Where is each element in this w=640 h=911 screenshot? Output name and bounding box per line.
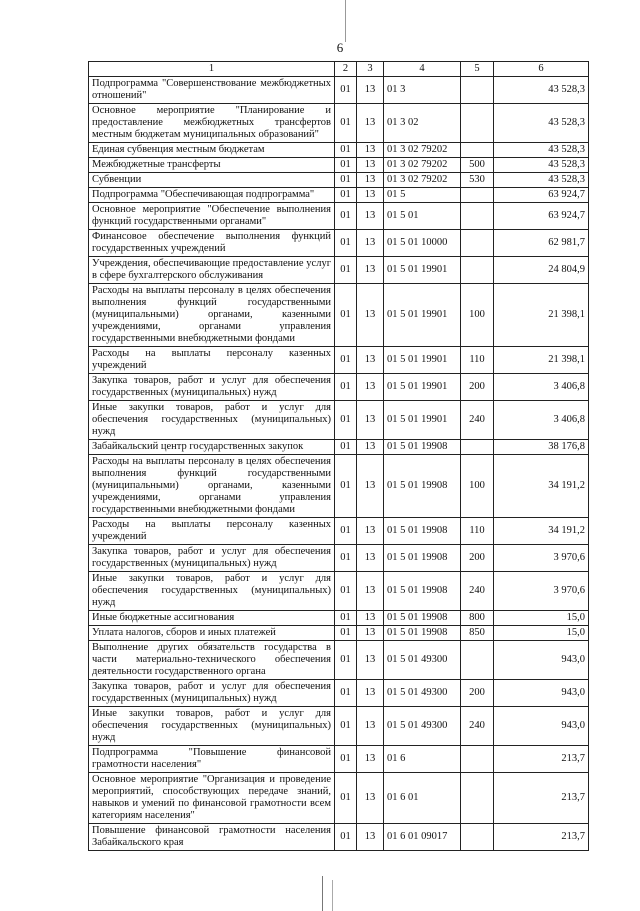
row-target-article-cell: 01 5 <box>384 188 461 203</box>
row-name-cell: Забайкальский центр государственных закупок <box>89 440 335 455</box>
row-section-cell: 01 <box>335 611 357 626</box>
row-subsection-cell: 13 <box>357 77 384 104</box>
row-target-article-cell: 01 5 01 19908 <box>384 626 461 641</box>
row-target-article-cell: 01 5 01 19908 <box>384 455 461 518</box>
row-subsection-cell: 13 <box>357 230 384 257</box>
row-section-cell: 01 <box>335 104 357 143</box>
row-subsection-cell: 13 <box>357 611 384 626</box>
row-subsection-cell: 13 <box>357 203 384 230</box>
row-subsection-cell: 13 <box>357 188 384 203</box>
table-row <box>89 773 589 824</box>
table-row <box>89 401 589 440</box>
row-target-article-cell: 01 5 01 49300 <box>384 641 461 680</box>
table-row <box>89 455 589 518</box>
row-section-cell: 01 <box>335 440 357 455</box>
table-row <box>89 545 589 572</box>
table-row <box>89 203 589 230</box>
row-expense-type-cell <box>461 257 494 284</box>
row-name-cell: Иные закупки товаров, работ и услуг для обеспечения государственных (муниципальных) нужд <box>89 401 335 440</box>
header-col-5: 5 <box>461 62 494 77</box>
row-section-cell: 01 <box>335 746 357 773</box>
row-name-cell: Учреждения, обеспечивающие предоставление услуг в сфере бухгалтерского обслуживания <box>89 257 335 284</box>
row-subsection-cell: 13 <box>357 158 384 173</box>
scan-artifact-line <box>345 0 346 42</box>
row-expense-type-cell: 110 <box>461 518 494 545</box>
row-section-cell: 01 <box>335 518 357 545</box>
row-subsection-cell: 13 <box>357 824 384 851</box>
row-section-cell: 01 <box>335 824 357 851</box>
row-subsection-cell: 13 <box>357 104 384 143</box>
row-subsection-cell: 13 <box>357 545 384 572</box>
row-section-cell: 01 <box>335 641 357 680</box>
row-name-cell: Субвенции <box>89 173 335 188</box>
table-row <box>89 518 589 545</box>
row-subsection-cell: 13 <box>357 173 384 188</box>
row-expense-type-cell <box>461 77 494 104</box>
row-target-article-cell: 01 5 01 49300 <box>384 707 461 746</box>
row-name-cell: Основное мероприятие "Организация и проведение мероприятий, способствующих передаче знаний, навыков и умений по финансовой грамотности всем категориям населения" <box>89 773 335 824</box>
row-target-article-cell: 01 5 01 19908 <box>384 611 461 626</box>
row-name-cell: Основное мероприятие "Планирование и предоставление межбюджетных трансфертов местным бюджетам муниципальных образований" <box>89 104 335 143</box>
row-section-cell: 01 <box>335 284 357 347</box>
row-amount-cell: 943,0 <box>494 680 589 707</box>
row-name-cell: Закупка товаров, работ и услуг для обеспечения государственных (муниципальных) нужд <box>89 374 335 401</box>
row-amount-cell: 43 528,3 <box>494 158 589 173</box>
row-amount-cell: 63 924,7 <box>494 203 589 230</box>
row-section-cell: 01 <box>335 173 357 188</box>
row-expense-type-cell <box>461 230 494 257</box>
row-amount-cell: 38 176,8 <box>494 440 589 455</box>
table-row <box>89 104 589 143</box>
row-section-cell: 01 <box>335 143 357 158</box>
row-amount-cell: 15,0 <box>494 626 589 641</box>
row-subsection-cell: 13 <box>357 641 384 680</box>
row-target-article-cell: 01 5 01 49300 <box>384 680 461 707</box>
row-expense-type-cell <box>461 641 494 680</box>
row-amount-cell: 43 528,3 <box>494 104 589 143</box>
row-expense-type-cell <box>461 143 494 158</box>
row-amount-cell: 3 970,6 <box>494 572 589 611</box>
row-amount-cell: 213,7 <box>494 773 589 824</box>
row-amount-cell: 62 981,7 <box>494 230 589 257</box>
table-body <box>89 77 589 851</box>
header-col-4: 4 <box>384 62 461 77</box>
row-amount-cell: 3 970,6 <box>494 545 589 572</box>
row-subsection-cell: 13 <box>357 680 384 707</box>
row-expense-type-cell <box>461 746 494 773</box>
row-expense-type-cell: 800 <box>461 611 494 626</box>
row-amount-cell: 943,0 <box>494 641 589 680</box>
row-subsection-cell: 13 <box>357 401 384 440</box>
row-amount-cell: 24 804,9 <box>494 257 589 284</box>
table-row <box>89 374 589 401</box>
row-expense-type-cell: 240 <box>461 401 494 440</box>
table-row <box>89 143 589 158</box>
row-amount-cell: 3 406,8 <box>494 374 589 401</box>
row-expense-type-cell: 100 <box>461 284 494 347</box>
row-section-cell: 01 <box>335 374 357 401</box>
row-expense-type-cell <box>461 773 494 824</box>
row-expense-type-cell: 500 <box>461 158 494 173</box>
row-amount-cell: 21 398,1 <box>494 284 589 347</box>
row-name-cell: Закупка товаров, работ и услуг для обеспечения государственных (муниципальных) нужд <box>89 680 335 707</box>
row-expense-type-cell: 240 <box>461 707 494 746</box>
row-expense-type-cell <box>461 104 494 143</box>
table-row <box>89 572 589 611</box>
row-expense-type-cell <box>461 440 494 455</box>
row-name-cell: Расходы на выплаты персоналу казенных учреждений <box>89 347 335 374</box>
table-header-row <box>89 62 589 77</box>
row-expense-type-cell <box>461 824 494 851</box>
row-target-article-cell: 01 5 01 10000 <box>384 230 461 257</box>
row-subsection-cell: 13 <box>357 284 384 347</box>
row-name-cell: Расходы на выплаты персоналу казенных учреждений <box>89 518 335 545</box>
row-name-cell: Расходы на выплаты персоналу в целях обеспечения выполнения функций государственными (муниципальными) органами, казенными учреждениями, органами управления государственными внебюджетными фондами <box>89 455 335 518</box>
row-name-cell: Закупка товаров, работ и услуг для обеспечения государственных (муниципальных) нужд <box>89 545 335 572</box>
row-expense-type-cell <box>461 203 494 230</box>
row-name-cell: Основное мероприятие "Обеспечение выполнения функций государственными органами" <box>89 203 335 230</box>
table-row <box>89 230 589 257</box>
row-expense-type-cell: 850 <box>461 626 494 641</box>
row-target-article-cell: 01 5 01 19901 <box>384 401 461 440</box>
header-col-3: 3 <box>357 62 384 77</box>
row-section-cell: 01 <box>335 572 357 611</box>
row-amount-cell: 34 191,2 <box>494 518 589 545</box>
row-subsection-cell: 13 <box>357 707 384 746</box>
row-amount-cell: 213,7 <box>494 746 589 773</box>
row-subsection-cell: 13 <box>357 440 384 455</box>
row-expense-type-cell: 110 <box>461 347 494 374</box>
row-target-article-cell: 01 5 01 <box>384 203 461 230</box>
table-row <box>89 626 589 641</box>
row-subsection-cell: 13 <box>357 572 384 611</box>
row-target-article-cell: 01 6 <box>384 746 461 773</box>
row-expense-type-cell: 200 <box>461 374 494 401</box>
row-name-cell: Межбюджетные трансферты <box>89 158 335 173</box>
row-target-article-cell: 01 5 01 19908 <box>384 572 461 611</box>
row-target-article-cell: 01 5 01 19901 <box>384 257 461 284</box>
row-subsection-cell: 13 <box>357 347 384 374</box>
page-number: 6 <box>336 40 344 55</box>
budget-table <box>88 61 589 851</box>
row-target-article-cell: 01 3 <box>384 77 461 104</box>
header-col-2: 2 <box>335 62 357 77</box>
row-amount-cell: 943,0 <box>494 707 589 746</box>
row-name-cell: Выполнение других обязательств государства в части материально-технического обеспечения деятельности государственного органа <box>89 641 335 680</box>
row-expense-type-cell: 240 <box>461 572 494 611</box>
row-section-cell: 01 <box>335 401 357 440</box>
row-section-cell: 01 <box>335 626 357 641</box>
row-amount-cell: 34 191,2 <box>494 455 589 518</box>
row-target-article-cell: 01 5 01 19908 <box>384 545 461 572</box>
row-section-cell: 01 <box>335 347 357 374</box>
row-subsection-cell: 13 <box>357 773 384 824</box>
row-target-article-cell: 01 5 01 19901 <box>384 374 461 401</box>
row-expense-type-cell: 100 <box>461 455 494 518</box>
table-row <box>89 611 589 626</box>
table-row <box>89 641 589 680</box>
row-target-article-cell: 01 5 01 19901 <box>384 347 461 374</box>
row-target-article-cell: 01 5 01 19901 <box>384 284 461 347</box>
row-section-cell: 01 <box>335 230 357 257</box>
row-target-article-cell: 01 3 02 79202 <box>384 173 461 188</box>
table-row <box>89 824 589 851</box>
row-section-cell: 01 <box>335 455 357 518</box>
scan-artifact-line <box>332 880 333 911</box>
row-section-cell: 01 <box>335 545 357 572</box>
row-name-cell: Финансовое обеспечение выполнения функций государственных учреждений <box>89 230 335 257</box>
row-section-cell: 01 <box>335 203 357 230</box>
table-row <box>89 173 589 188</box>
row-section-cell: 01 <box>335 773 357 824</box>
row-name-cell: Уплата налогов, сборов и иных платежей <box>89 626 335 641</box>
row-amount-cell: 15,0 <box>494 611 589 626</box>
row-amount-cell: 3 406,8 <box>494 401 589 440</box>
table-row <box>89 257 589 284</box>
header-col-1: 1 <box>89 62 335 77</box>
row-target-article-cell: 01 3 02 79202 <box>384 158 461 173</box>
scan-artifact-line <box>322 876 323 911</box>
row-amount-cell: 213,7 <box>494 824 589 851</box>
row-name-cell: Иные бюджетные ассигнования <box>89 611 335 626</box>
row-subsection-cell: 13 <box>357 518 384 545</box>
row-name-cell: Повышение финансовой грамотности населения Забайкальского края <box>89 824 335 851</box>
row-target-article-cell: 01 5 01 19908 <box>384 440 461 455</box>
row-expense-type-cell: 200 <box>461 680 494 707</box>
table-row <box>89 188 589 203</box>
row-name-cell: Иные закупки товаров, работ и услуг для обеспечения государственных (муниципальных) нужд <box>89 707 335 746</box>
row-name-cell: Подпрограмма "Обеспечивающая подпрограмма" <box>89 188 335 203</box>
row-name-cell: Подпрограмма "Повышение финансовой грамотности населения" <box>89 746 335 773</box>
row-amount-cell: 63 924,7 <box>494 188 589 203</box>
row-subsection-cell: 13 <box>357 374 384 401</box>
row-section-cell: 01 <box>335 680 357 707</box>
row-name-cell: Расходы на выплаты персоналу в целях обеспечения выполнения функций государственными (муниципальными) органами, казенными учреждениями, органами управления государственными внебюджетными фондами <box>89 284 335 347</box>
table-row <box>89 680 589 707</box>
table-row <box>89 158 589 173</box>
row-section-cell: 01 <box>335 257 357 284</box>
row-target-article-cell: 01 5 01 19908 <box>384 518 461 545</box>
row-section-cell: 01 <box>335 77 357 104</box>
header-col-6: 6 <box>494 62 589 77</box>
table-row <box>89 746 589 773</box>
row-section-cell: 01 <box>335 188 357 203</box>
row-subsection-cell: 13 <box>357 455 384 518</box>
row-target-article-cell: 01 3 02 <box>384 104 461 143</box>
row-amount-cell: 21 398,1 <box>494 347 589 374</box>
row-target-article-cell: 01 6 01 09017 <box>384 824 461 851</box>
row-expense-type-cell: 530 <box>461 173 494 188</box>
row-target-article-cell: 01 3 02 79202 <box>384 143 461 158</box>
row-subsection-cell: 13 <box>357 143 384 158</box>
row-section-cell: 01 <box>335 158 357 173</box>
table-row <box>89 284 589 347</box>
row-name-cell: Иные закупки товаров, работ и услуг для обеспечения государственных (муниципальных) нужд <box>89 572 335 611</box>
row-subsection-cell: 13 <box>357 746 384 773</box>
row-name-cell: Единая субвенция местным бюджетам <box>89 143 335 158</box>
row-section-cell: 01 <box>335 707 357 746</box>
row-amount-cell: 43 528,3 <box>494 143 589 158</box>
row-amount-cell: 43 528,3 <box>494 77 589 104</box>
row-subsection-cell: 13 <box>357 257 384 284</box>
row-subsection-cell: 13 <box>357 626 384 641</box>
table-row <box>89 77 589 104</box>
table-row <box>89 347 589 374</box>
row-name-cell: Подпрограмма "Совершенствование межбюджетных отношений" <box>89 77 335 104</box>
table-row <box>89 440 589 455</box>
row-target-article-cell: 01 6 01 <box>384 773 461 824</box>
table-row <box>89 707 589 746</box>
row-expense-type-cell <box>461 188 494 203</box>
row-amount-cell: 43 528,3 <box>494 173 589 188</box>
row-expense-type-cell: 200 <box>461 545 494 572</box>
